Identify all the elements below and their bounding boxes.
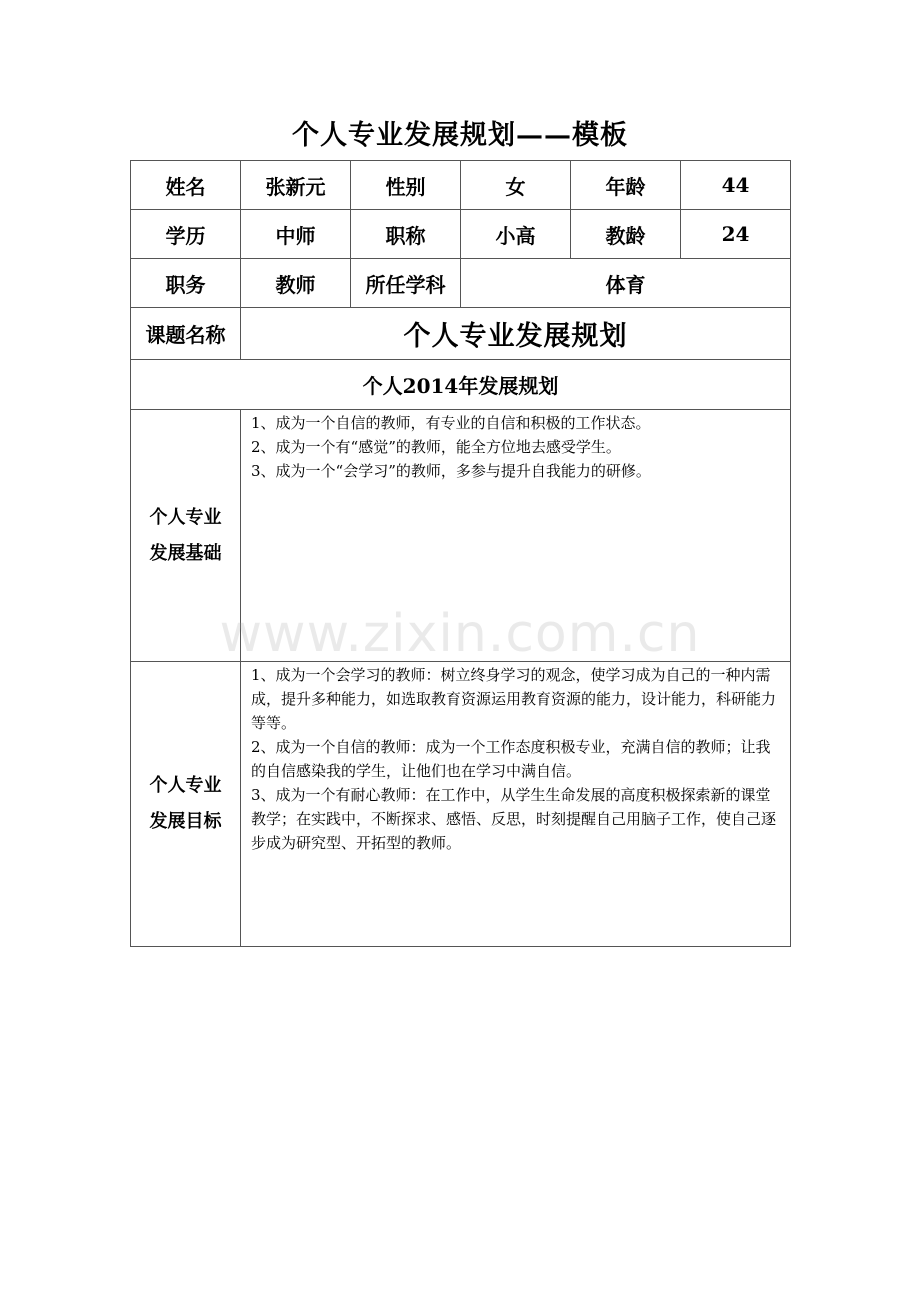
basis-content <box>241 410 791 662</box>
teaching-years-value: 24 <box>681 210 791 259</box>
topic-row <box>131 308 791 360</box>
age-label: 年龄 <box>571 161 681 210</box>
info-row-2 <box>131 210 791 259</box>
education-value: 中师 <box>241 210 351 259</box>
basis-item: 3、成为一个“会学习”的教师，多参与提升自我能力的研修。 <box>251 462 651 480</box>
basis-label <box>131 410 241 662</box>
plan-title-row <box>131 360 791 410</box>
basis-label-line2: 发展基础 <box>149 542 222 564</box>
watermark: www.zixin.com.cn <box>219 604 701 664</box>
rank-value: 小高 <box>461 210 571 259</box>
profile-form-table <box>130 160 791 947</box>
rank-label: 职称 <box>351 210 461 259</box>
name-value: 张新元 <box>241 161 351 210</box>
subject-label: 所任学科 <box>351 259 461 308</box>
position-label: 职务 <box>131 259 241 308</box>
subject-value: 体育 <box>461 259 791 308</box>
gender-label: 性别 <box>351 161 461 210</box>
info-row-1 <box>131 161 791 210</box>
age-value: 44 <box>681 161 791 210</box>
basis-item: 1、成为一个自信的教师，有专业的自信和积极的工作状态。 <box>251 414 651 432</box>
position-value: 教师 <box>241 259 351 308</box>
goal-item: 1、成为一个会学习的教师：树立终身学习的观念，使学习成为自己的一种内需成，提升多种能力，如选取教育资源运用教育资源的能力，设计能力，科研能力等等。 <box>251 666 777 732</box>
name-label: 姓名 <box>131 161 241 210</box>
teaching-years-label: 教龄 <box>571 210 681 259</box>
basis-item: 2、成为一个有“感觉”的教师，能全方位地去感受学生。 <box>251 438 621 456</box>
goal-item: 2、成为一个自信的教师：成为一个工作态度积极专业，充满自信的教师；让我的自信感染我的学生，让他们也在学习中满自信。 <box>251 738 771 780</box>
gender-value: 女 <box>461 161 571 210</box>
goals-label-line1: 个人专业 <box>149 775 222 796</box>
basis-row <box>131 410 791 662</box>
goals-row <box>131 662 791 947</box>
info-row-3 <box>131 259 791 308</box>
plan-title: 个人2014年发展规划 <box>131 360 791 410</box>
education-label: 学历 <box>131 210 241 259</box>
topic-value: 个人专业发展规划 <box>241 308 791 360</box>
goals-content <box>241 662 791 947</box>
topic-label: 课题名称 <box>131 308 241 360</box>
goals-label-line2: 发展目标 <box>149 811 222 832</box>
basis-label-line1: 个人专业 <box>149 506 222 528</box>
goals-label <box>131 662 241 947</box>
document-title: 个人专业发展规划——模板 <box>292 120 628 151</box>
goal-item: 3、成为一个有耐心教师：在工作中，从学生生命发展的高度积极探索新的课堂教学；在实践中，不断探求、感悟、反思，时刻提醒自己用脑子工作，使自己逐步成为研究型、开拓型的教师。 <box>251 786 777 852</box>
